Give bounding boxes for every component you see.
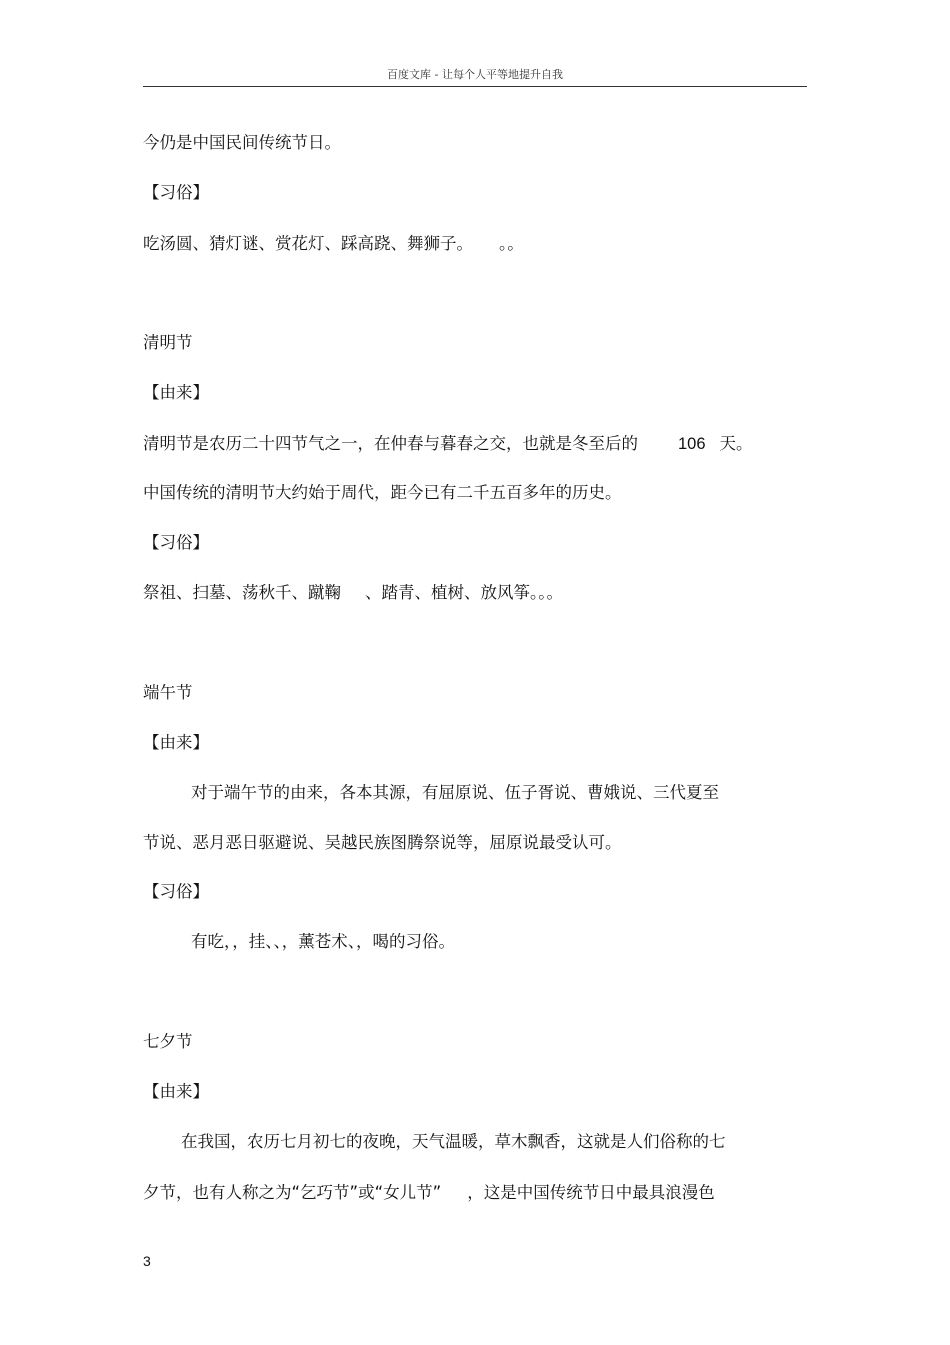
qingming-title: 清明节 (143, 333, 193, 352)
duanwu-title: 端午节 (143, 683, 193, 702)
qingming-customs-line (143, 583, 563, 603)
qixi-origin-line-1: 在我国，农历七月初七的夜晚，天气温暖，草木飘香，这就是人们俗称的七 (181, 1132, 726, 1151)
qingming-customs-text-b: 、踏青、植树、放风筝。。。 (365, 583, 563, 602)
duanwu-origin-heading: 【由来】 (143, 733, 209, 752)
intro-line: 今仍是中国民间传统节日。 (143, 133, 341, 152)
qingming-origin-text-a: 清明节是农历二十四节气之一，在仲春与暮春之交，也就是冬至后的 (143, 434, 638, 453)
duanwu-customs-heading: 【习俗】 (143, 882, 209, 901)
qixi-origin-text-a: 夕节，也有人称之为“乞巧节”或“女儿节” (143, 1183, 442, 1202)
duanwu-customs-text: 有吃，，挂、、，薰苍术、，喝的习俗。 (191, 932, 455, 951)
qixi-origin-heading: 【由来】 (143, 1082, 209, 1101)
yuanxiao-customs-tail: 。。 (499, 234, 524, 253)
page-number: 3 (143, 1253, 151, 1269)
duanwu-origin-line-1: 对于端午节的由来，各本其源，有屈原说、伍子胥说、曹娥说、三代夏至 (191, 783, 719, 802)
qixi-title: 七夕节 (143, 1032, 193, 1051)
qingming-origin-line-2: 中国传统的清明节大约始于周代，距今已有二千五百多年的历史。 (143, 483, 622, 502)
qixi-origin-text-b: ，这是中国传统节日中最具浪漫色 (467, 1183, 715, 1202)
page-header (143, 66, 807, 87)
qingming-origin-heading: 【由来】 (143, 383, 209, 402)
qingming-days-number: 106 (678, 435, 706, 453)
qixi-origin-line-2 (143, 1183, 715, 1203)
yuanxiao-customs-text: 吃汤圆、猜灯谜、赏花灯、踩高跷、舞狮子。 (143, 234, 473, 253)
yuanxiao-customs-line (143, 234, 524, 254)
duanwu-origin-line-2: 节说、恶月恶日驱避说、吴越民族图腾祭说等，屈原说最受认可。 (143, 833, 622, 852)
yuanxiao-customs-heading: 【习俗】 (143, 183, 209, 202)
qingming-customs-text-a: 祭祖、扫墓、荡秋千、蹴鞠 (143, 583, 341, 602)
qingming-origin-line-1 (143, 434, 753, 454)
qingming-origin-text-b: 天。 (719, 434, 753, 453)
qingming-customs-heading: 【习俗】 (143, 533, 209, 552)
header-text: 百度文库 - 让每个人平等地提升自我 (387, 68, 563, 81)
